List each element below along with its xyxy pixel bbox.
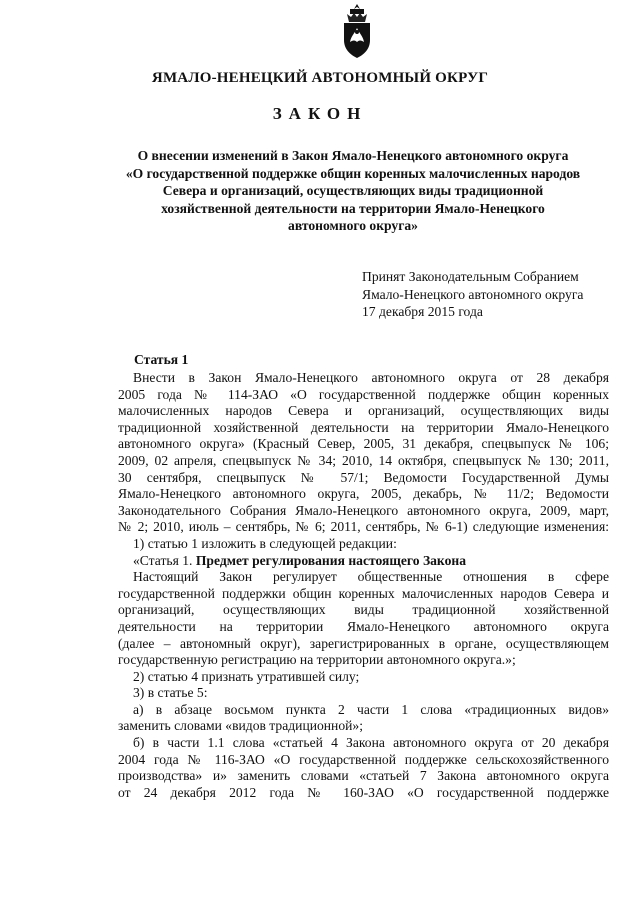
quoted-line: (далее – автономный округ), зарегистрированных в органе, осуществляющем xyxy=(118,635,609,651)
quoted-article-heading xyxy=(118,553,609,570)
body-line: Ямало-Ненецкого автономного округа, 2005, декабрь, № 11/2; Ведомости xyxy=(118,486,609,502)
region-name: ЯМАЛО-НЕНЕЦКИЙ АВТОНОМНЫЙ ОКРУГ xyxy=(151,70,489,86)
law-title-line: автономного округа» xyxy=(288,218,418,233)
body-line: № 2; 2010, июль – сентябрь, № 6; 2011, сентябрь, № 6-1) следующие изменения: xyxy=(118,519,609,535)
body-line: Законодательного Собрания Ямало-Ненецкого автономного округа, 2009, март, xyxy=(118,502,609,518)
article-heading: Статья 1 xyxy=(134,352,189,367)
body-line: традиционной хозяйственной деятельности на территории Ямало-Ненецкого xyxy=(118,419,609,435)
quoted-line: государственной поддержки общин коренных малочисленных народов Севера и xyxy=(118,585,609,601)
item-line: 2004 года № 116-ЗАО «О государственной поддержке сельскохозяйственного xyxy=(118,751,609,767)
law-title-line: О внесении изменений в Закон Ямало-Ненецкого автономного округа xyxy=(137,148,569,163)
body-line: автономного округа» (Красный Север, 2005, 31 декабря, спецвыпуск № 106; xyxy=(118,436,609,452)
adoption-note xyxy=(362,268,583,321)
law-title-line: хозяйственной деятельности на территории Ямало-Ненецкого xyxy=(161,200,545,216)
quoted-line: деятельности на территории Ямало-Ненецкого автономного округа xyxy=(118,618,609,634)
adoption-note-line: Ямало-Ненецкого автономного округа xyxy=(362,286,584,302)
adoption-note-line: 17 декабря 2015 года xyxy=(362,304,483,319)
law-title-line: Севера и организаций, осуществляющих виды традиционной xyxy=(162,183,544,198)
body-line: 1) статью 1 изложить в следующей редакции: xyxy=(133,535,397,551)
quoted-line: Настоящий Закон регулирует общественные отношения в сфере xyxy=(133,569,609,585)
document-type: ЗАКОН xyxy=(272,104,368,123)
item-line: 3) в статье 5: xyxy=(133,685,208,701)
quoted-line: организаций, осуществляющих виды традиционной хозяйственной xyxy=(118,602,609,618)
quoted-line: государственную регистрацию на территории автономного округа.»; xyxy=(118,652,516,668)
item-line: а) в абзаце восьмом пункта 2 части 1 слова «традиционных видов» xyxy=(133,701,609,717)
adoption-note-line: Принят Законодательным Собранием xyxy=(362,269,579,284)
body-line: 30 сентября, спецвыпуск № 57/1; Ведомости Государственной Думы xyxy=(118,469,609,485)
quoted-article-title: Предмет регулирования настоящего Закона xyxy=(195,552,466,568)
article-body xyxy=(118,370,609,801)
body-line: 2009, 02 апреля, спецвыпуск № 34; 2010, 14 октября, спецвыпуск № 130; 2011, xyxy=(118,452,609,468)
item-line: 2) статью 4 признать утратившей силу; xyxy=(133,668,360,684)
quoted-article-prefix: «Статья 1. xyxy=(133,552,196,568)
item-line: производства» и» заменить словами «статьей 7 Закона автономного округа xyxy=(118,768,609,784)
law-title xyxy=(108,147,598,235)
body-line: малочисленных народов Севера и организаций, осуществляющих виды xyxy=(118,403,609,419)
body-line: 2005 года № 114-ЗАО «О государственной поддержке общин коренных xyxy=(118,386,609,402)
coat-of-arms-icon xyxy=(336,2,378,60)
body-line: Внести в Закон Ямало-Ненецкого автономного округа от 28 декабря xyxy=(133,370,609,385)
item-line: б) в части 1.1 слова «статьей 4 Закона автономного округа от 20 декабря xyxy=(133,735,609,751)
law-title-line: «О государственной поддержке общин коренных малочисленных народов xyxy=(125,165,581,181)
item-line: заменить словами «видов традиционной»; xyxy=(118,718,363,734)
item-line: от 24 декабря 2012 года № 160-ЗАО «О государственной поддержке xyxy=(118,784,609,800)
